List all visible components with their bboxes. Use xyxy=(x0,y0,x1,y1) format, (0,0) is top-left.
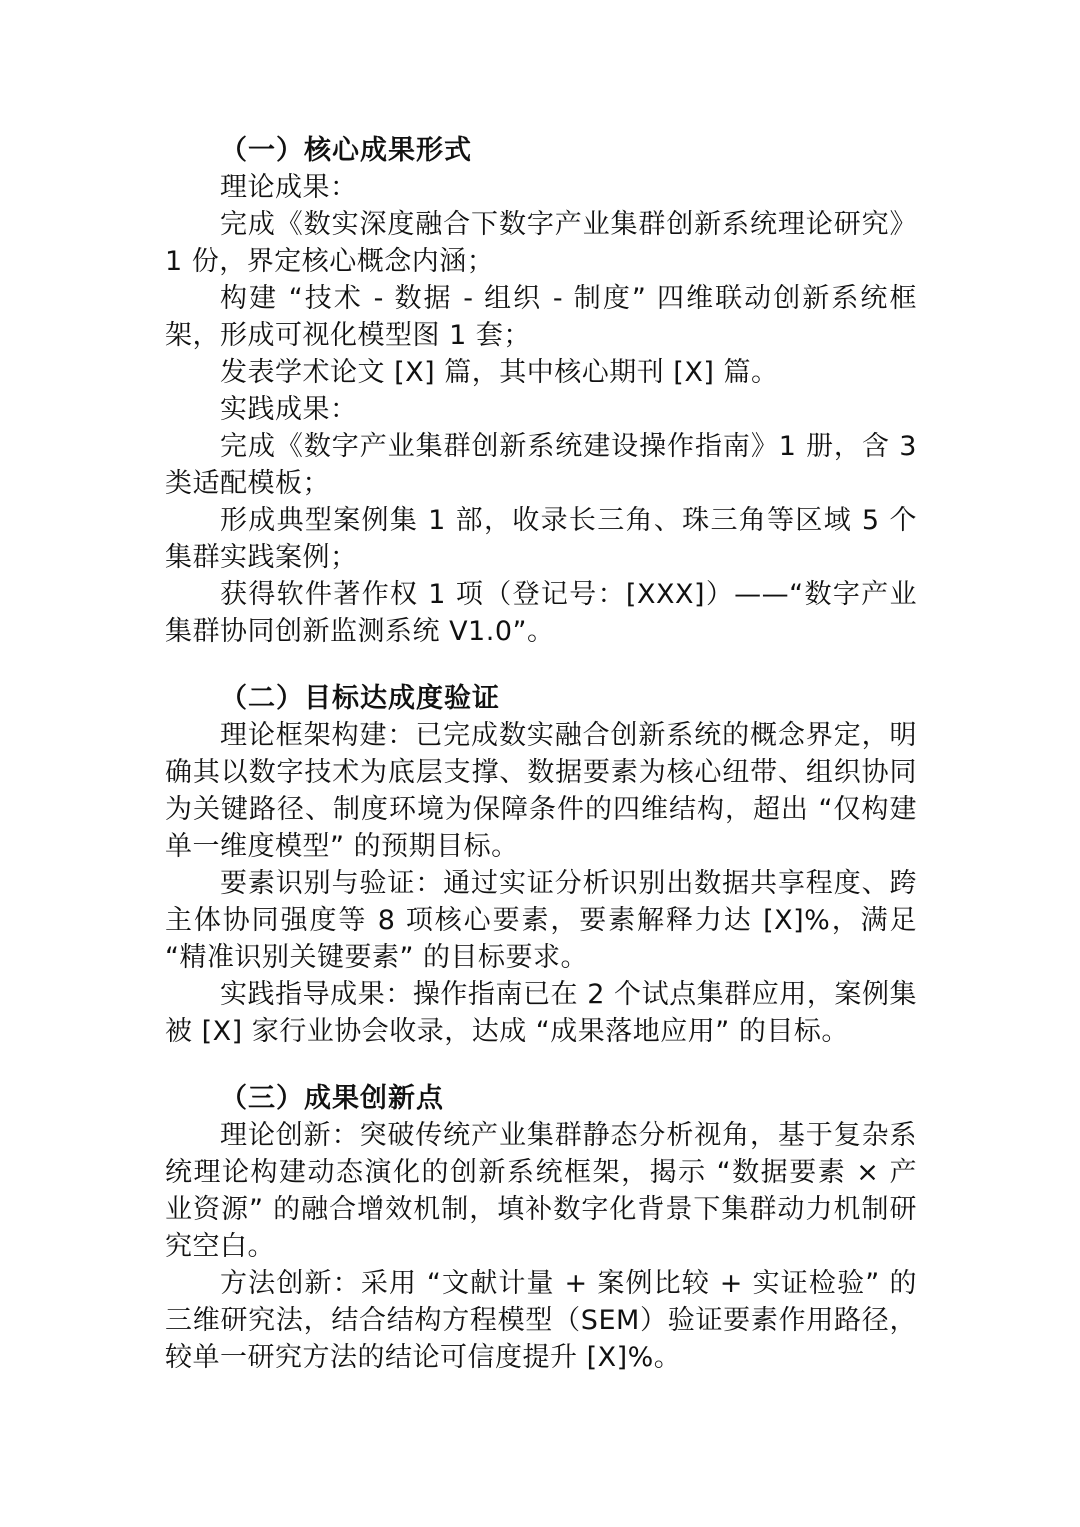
paragraph: 实践指导成果：操作指南已在 2 个试点集群应用，案例集被 [X] 家行业协会收录，达成 “成果落地应用” 的目标。 xyxy=(165,979,917,1047)
document-page xyxy=(165,132,917,1376)
paragraph: 要素识别与验证：通过实证分析识别出数据共享程度、跨主体协同强度等 8 项核心要素，要素解释力达 [X]%，满足 “精准识别关键要素” 的目标要求。 xyxy=(165,868,917,973)
section-innovations xyxy=(165,1080,917,1376)
paragraph: 方法创新：采用 “文献计量 + 案例比较 + 实证检验” 的三维研究法，结合结构方程模型（SEM）验证要素作用路径，较单一研究方法的结论可信度提升 [X]%。 xyxy=(165,1268,917,1373)
paragraph: 理论创新：突破传统产业集群静态分析视角，基于复杂系统理论构建动态演化的创新系统框架，揭示 “数据要素 × 产业资源” 的融合增效机制，填补数字化背景下集群动力机制研究空白。 xyxy=(165,1120,917,1262)
section-heading: （一）核心成果形式 xyxy=(220,135,472,166)
paragraph: 发表学术论文 [X] 篇，其中核心期刊 [X] 篇。 xyxy=(220,357,779,388)
section-spacer xyxy=(165,650,917,680)
paragraph: 完成《数实深度融合下数字产业集群创新系统理论研究》1 份，界定核心概念内涵； xyxy=(165,209,917,277)
section-core-results xyxy=(165,132,917,650)
section-goal-verification xyxy=(165,680,917,1050)
section-spacer xyxy=(165,1050,917,1080)
paragraph: 构建 “技术 - 数据 - 组织 - 制度” 四维联动创新系统框架，形成可视化模型图 1 套； xyxy=(165,283,917,351)
section-heading: （三）成果创新点 xyxy=(220,1083,444,1114)
paragraph: 理论框架构建：已完成数实融合创新系统的概念界定，明确其以数字技术为底层支撑、数据要素为核心纽带、组织协同为关键路径、制度环境为保障条件的四维结构，超出 “仅构建单一维度模型” 的预期目标。 xyxy=(165,720,917,862)
paragraph: 获得软件著作权 1 项（登记号：[XXX]）——“数字产业集群协同创新监测系统 V1.0”。 xyxy=(165,579,917,647)
paragraph: 理论成果： xyxy=(220,172,358,203)
paragraph: 实践成果： xyxy=(220,394,358,425)
section-heading: （二）目标达成度验证 xyxy=(220,683,500,714)
paragraph: 完成《数字产业集群创新系统建设操作指南》1 册，含 3 类适配模板； xyxy=(165,431,917,499)
paragraph: 形成典型案例集 1 部，收录长三角、珠三角等区域 5 个集群实践案例； xyxy=(165,505,917,573)
